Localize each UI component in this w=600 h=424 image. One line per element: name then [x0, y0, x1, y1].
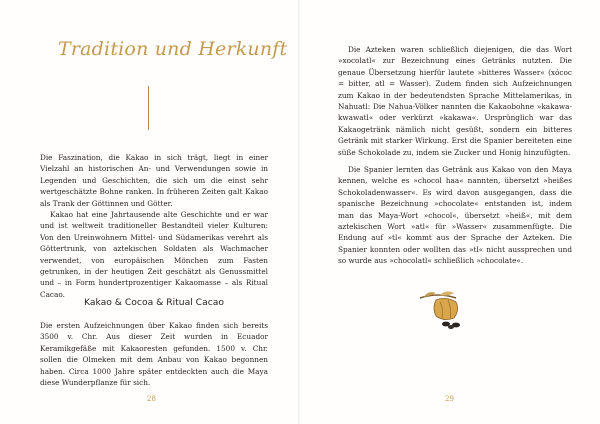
intro-paragraph: Die Faszination, die Kakao in sich trägt, liegt in einer Vielzahl an historischen An- und Verwendungen sowie in Legenden und Geschichten, die sich um die einst sehr wertgeschätzte Bohne ranken. In früheren Zeiten galt Kakao als Trank der Göttinnen und Götter.	[40, 153, 268, 208]
history-paragraph: Kakao hat eine Jahrtausende alte Geschichte und er war und ist weltweit traditioneller Bestandteil vieler Kulturen: Von den Ureinwohnern Mittel- und Südamerikas verehrt als Göttertrunk, von aztekischen Soldaten als Wachmacher verwendet, von europäischen Mönchen zum Fasten getrunken, in der heutigen Zeit geschätzt als Genussmittel und – in Form hundertprozentiger Kakaomasse – als Ritual Cacao.	[40, 210, 268, 299]
spanish-paragraph: Die Spanier lernten das Getränk aus Kakao von den Maya kennen, welche es »chocol haa« nannten, übersetzt »heißes Schokoladenwasser«. Es wird davon ausgegangen, dass die spanische Bezeichnung »chocolate« entstanden ist, indem man das Maya-Wort »chocol«, übersetzt »heiß«, mit dem aztekischen Wort »atl« für »Wasser« zusammenfügte. Die Endung auf »tl« kommt aus der Sprache der Azteken. Die Spanier konnten oder wollten das »tl« nicht aussprechen und so wurde aus »chocolatl« schließlich »chocolate«.	[338, 165, 572, 266]
aztec-paragraph: Die Azteken waren schließlich diejenigen, die das Wort »xocolatl« zur Bezeichnung eines Getränks nutzten. Die genaue Übersetzung hierfür lautete »bitteres Wasser« (xócoc = bitter, atl = Wasser). Zudem finden sich Aufzeichnungen zum Kakao in der bedeutendsten Sprache Mittelamerikas, in Nahuatl: Die Nahua-Völker nannten die Kakaobohne »kakawa-kwawatl« oder verkürzt »kakawa«. Ursprünglich war das Kakaogetränk nämlich nicht gesüßt, sondern ein bitteres Getränk mit starker Wirkung. Erst die Spanier bereiteten eine süße Schokolade zu, indem sie Zucker und Honig hinzufügten.	[338, 45, 572, 157]
section-paragraph: Die ersten Aufzeichnungen über Kakao finden sich bereits 3500 v. Chr. Aus dieser Zeit wurden in Ecuador Keramikgefäße mit Kakaoresten gefunden. 1500 v. Chr. sollen die Olmeken mit dem Anbau von Kakao begonnen haben. Circa 1000 Jahre später entdeckten auch die Maya diese Wunderpflanze für sich.	[40, 321, 268, 388]
cacao-pod-icon	[416, 290, 476, 330]
page-number-right: 29	[445, 395, 454, 403]
decorative-vertical-line	[148, 86, 149, 130]
page-number-left: 28	[147, 395, 156, 403]
section-subheading: Kakao & Cocoa & Ritual Cacao	[83, 297, 225, 308]
chapter-title: Tradition und Herkunft	[58, 38, 288, 60]
